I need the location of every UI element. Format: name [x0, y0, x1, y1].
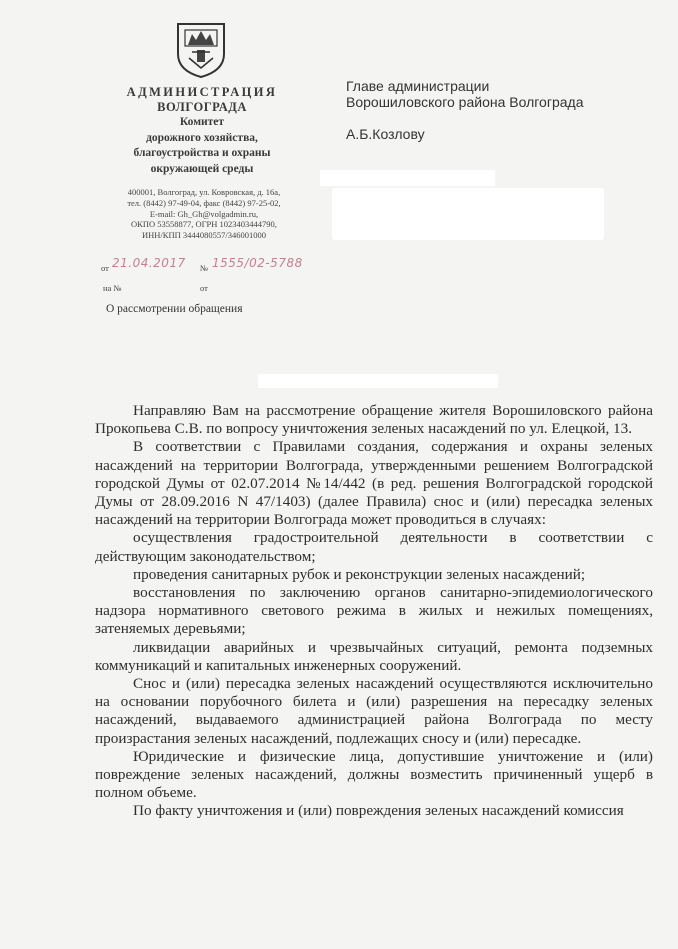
reply-number-label: на № — [103, 283, 122, 293]
contact-line: E-mail: Gh_Gh@volgadmin.ru, — [149, 208, 259, 219]
body-paragraph: Юридические и физические лица, допустившие уничтожение и (или) повреждение зеленых насаждений, должны возместить причиненный ущерб в полном объеме. — [95, 747, 653, 802]
contact-line: 400001, Волгоград, ул. Ковровская, д. 16а, — [127, 187, 281, 197]
handwritten-date: 21.04.2017 — [112, 256, 186, 270]
org-line: благоустройства и охраны — [133, 147, 271, 159]
body-paragraph: Снос и (или) пересадка зеленых насаждений осуществляются исключительно на основании порубочного билета и (или) разрешения на пересадку зеленых насаждений, выдаваемого администрацией района Волгограда по месту произрастания зеленых насаждений, подлежащих сносу и (или) пересадке. — [95, 675, 653, 747]
addressee-line: Главе администрации — [346, 78, 490, 94]
body-paragraph: Направляю Вам на рассмотрение обращение жителя Ворошиловского района Прокопьева С.В. по вопросу уничтожения зеленых насаждений по ул. Елецкой, 13. — [95, 402, 653, 438]
subject-line: О рассмотрении обращения — [106, 303, 243, 315]
org-line: дорожного хозяйства, — [146, 131, 258, 144]
org-line: АДМИНИСТРАЦИЯ — [126, 85, 278, 99]
contact-line: ИНН/КПП 3444080557/346001000 — [142, 230, 266, 241]
coat-of-arms-icon — [176, 22, 226, 78]
body-paragraph: осуществления градостроительной деятельности в соответствии с действующим законодательством; — [95, 529, 653, 565]
body-paragraph: ликвидации аварийных и чрезвычайных ситуаций, ремонта подземных коммуникаций и капитальных инженерных сооружений. — [95, 638, 653, 674]
org-line: окружающей среды — [150, 162, 254, 175]
body-paragraph: восстановления по заключению органов санитарно-эпидемиологического надзора нормативного светового режима в жилых и нежилых помещениях, затеняемых деревьями; — [95, 584, 653, 638]
org-line: Комитет — [179, 116, 225, 128]
number-label: № — [200, 263, 209, 273]
body-paragraph: По факту уничтожения и (или) повреждения зеленых насаждений комиссия — [133, 802, 624, 820]
redaction-box — [320, 170, 495, 186]
organization-block — [112, 84, 292, 177]
letter-body — [95, 402, 653, 821]
handwritten-number: 1555/02-5788 — [212, 256, 303, 270]
contact-line: тел. (8442) 97-49-04, факс (8442) 97-25-02, — [127, 197, 281, 208]
contacts-block — [104, 187, 304, 241]
date-label: от — [101, 263, 109, 273]
org-line: ВОЛГОГРАДА — [157, 100, 247, 114]
redaction-box — [258, 374, 498, 388]
body-paragraph: проведения санитарных рубок и реконструкции зеленых насаждений; — [133, 565, 586, 583]
addressee-block — [346, 78, 583, 142]
contact-line: ОКПО 53558877, ОГРН 1023403444790, — [131, 219, 277, 230]
body-paragraph: В соответствии с Правилами создания, содержания и охраны зеленых насаждений на территории Волгограда, утвержденными решением Волгоградской городской Думы от 02.07.2014 №14/442 (в ред. решения Волгоградской городской Думы от 28.09.2016 N 47/1403) (далее Правила) снос и (или) пересадка зеленых насаждений на территории Волгограда может проводиться в случаях: — [95, 438, 653, 529]
redaction-box — [332, 188, 604, 240]
reply-date-label: от — [200, 283, 208, 293]
addressee-name: А.Б.Козлову — [346, 126, 425, 142]
addressee-line: Ворошиловского района Волгограда — [346, 94, 584, 110]
